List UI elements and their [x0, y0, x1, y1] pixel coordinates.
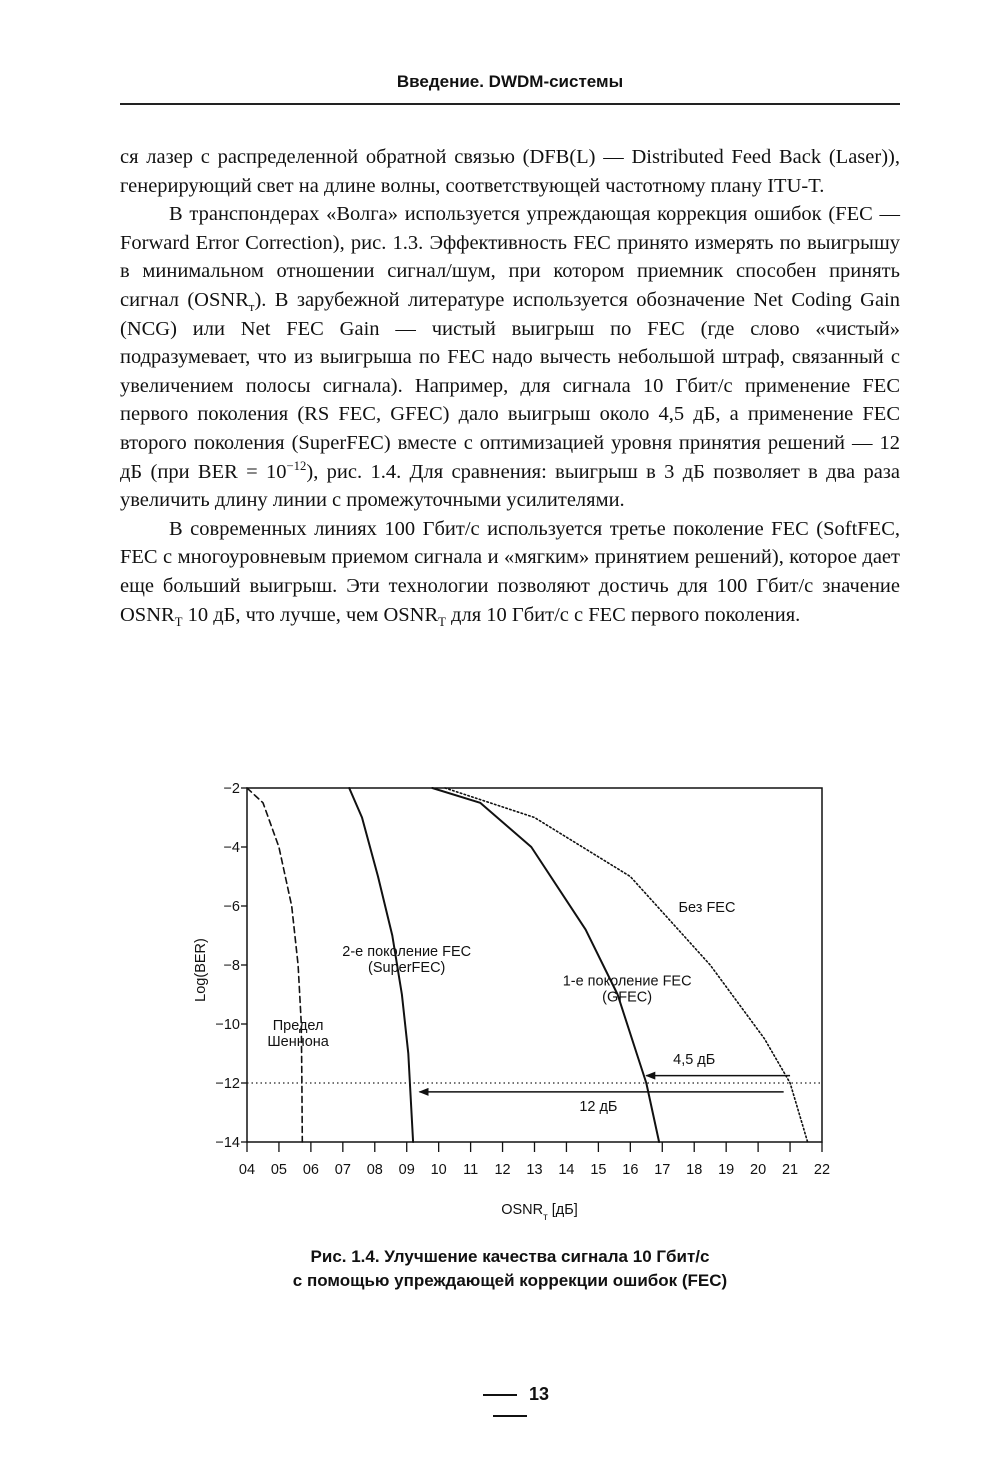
x-tick-label: 17: [654, 1162, 671, 1178]
y-tick-label: −6: [223, 899, 240, 915]
x-tick-label: 21: [781, 1162, 799, 1178]
series-line-1: [247, 788, 302, 1142]
x-tick-label: 05: [270, 1162, 288, 1178]
chart-annotation: (GFEC): [602, 989, 653, 1006]
paragraph-2-part-c: ), рис. 1.4. Для сравнения: выигрыш в 3 дБ позволяет в два раза увеличить длину линии с промежуточными усилителями.: [120, 460, 900, 512]
caption-line-2: с помощью упреждающей коррекции ошибок (FEC): [292, 1271, 728, 1290]
y-axis-title: Log(BER): [193, 938, 209, 1002]
x-axis-title-main: OSNR: [501, 1202, 544, 1218]
y-tick-label: −12: [215, 1076, 240, 1092]
chart-annotation: 4,5 дБ: [673, 1051, 716, 1068]
x-tick-label: 06: [302, 1162, 319, 1178]
osnr-subscript: Т: [438, 614, 446, 629]
paragraph-3-part-c: для 10 Гбит/с с FEC первого поколения.: [445, 603, 801, 626]
x-tick-label: 15: [590, 1162, 607, 1178]
chart-annotation: Предел: [272, 1017, 324, 1034]
x-tick-label: 20: [750, 1162, 767, 1178]
osnr-subscript: т: [248, 300, 255, 315]
x-axis-title-subscript: т: [543, 1211, 548, 1223]
chart-annotation: Без FEC: [678, 899, 736, 916]
x-tick-label: 11: [463, 1162, 479, 1178]
body-text: [120, 143, 900, 629]
osnr-subscript: Т: [174, 614, 183, 629]
paragraph-1: ся лазер с распределенной обратной связью (DFB(L) — Distributed Feed Back (Laser)), генерирующий свет на длине волны, соответствующей частотному плану ITU-T.: [120, 146, 900, 197]
y-tick-label: −4: [223, 840, 240, 856]
chart-annotation: 1-е поколение FEC: [562, 973, 692, 990]
caption-line-1: Рис. 1.4. Улучшение качества сигнала 10 Гбит/с: [310, 1247, 710, 1266]
y-tick-label: −10: [215, 1017, 240, 1033]
x-tick-label: 14: [558, 1162, 575, 1178]
paragraph-3-part-b: 10 дБ, что лучше, чем OSNR: [182, 603, 439, 626]
running-header: Введение. DWDM-системы: [396, 72, 624, 91]
x-tick-label: 10: [430, 1162, 447, 1178]
y-tick-label: −2: [223, 781, 240, 797]
series-line-3: [432, 788, 659, 1142]
x-tick-label: 19: [718, 1162, 735, 1178]
x-tick-label: 07: [334, 1162, 351, 1178]
ber-exponent: −12: [286, 458, 307, 473]
fec-figure: [170, 770, 850, 1230]
x-tick-label: 22: [813, 1162, 831, 1178]
page-number-dash: [493, 1415, 527, 1417]
x-tick-label: 09: [398, 1162, 415, 1178]
chart-annotation: 12 дБ: [579, 1099, 618, 1116]
figure-caption: [120, 1245, 900, 1293]
header-divider: [120, 103, 900, 105]
paragraph-3-part-a: В современных линиях 100 Гбит/с используется третье поколение FEC (SoftFEC, FEC с многоуровневым приемом сигнала и «мягким» принятием решений), которое дает еще больший выигрыш. Эти технологии позволяют достичь для 100 Гбит/с значение OSNR: [120, 517, 900, 626]
fec-chart: [170, 770, 850, 1230]
page-number: 13: [528, 1384, 550, 1404]
x-tick-label: 13: [526, 1162, 543, 1178]
paragraph-3: [120, 515, 900, 629]
y-tick-label: −14: [215, 1135, 240, 1151]
x-axis-title: [501, 1202, 578, 1223]
x-axis-title-unit: [дБ]: [551, 1202, 578, 1218]
x-tick-label: 04: [238, 1162, 256, 1178]
chart-annotation: Шеннона: [267, 1033, 329, 1050]
series-line-4: [445, 788, 807, 1142]
paragraph-2: [120, 200, 900, 515]
chart-annotation: (SuperFEC): [368, 960, 446, 977]
paragraph-2-part-b: ). В зарубежной литературе используется обозначение Net Coding Gain (NCG) или Net FEC Gain — чистый выигрыш по FEC (где слово «чистый» подразумевает, что из выигрыша по FEC надо вычесть небольшой штраф, связанный с увеличением полосы сигнала). Например, для сигнала 10 Гбит/с применение FEC первого поколения (RS FEC, GFEC) дало выигрыш около 4,5 дБ, а применение FEC второго поколения (SuperFEC) вместе с оптимизацией уровня принятия решений — 12 дБ (при BER = 10: [120, 288, 901, 483]
x-tick-label: 12: [494, 1162, 511, 1178]
x-tick-label: 08: [366, 1162, 383, 1178]
paragraph-2-part-a: В транспондерах «Волга» используется упреждающая коррекция ошибок (FEC — Forward Error Correction), рис. 1.3. Эффективность FEC принято измерять по выигрышу в минимальном отношении сигнал/шум, при котором приемник способен принять сигнал (OSNR: [120, 203, 900, 311]
plot-frame: [247, 788, 822, 1142]
page-number-dash: [483, 1394, 517, 1396]
page-number-block: [445, 1384, 575, 1426]
x-tick-label: 16: [622, 1162, 639, 1178]
chart-annotation: 2-е поколение FEC: [342, 944, 472, 961]
y-tick-label: −8: [223, 958, 240, 974]
x-tick-label: 18: [686, 1162, 703, 1178]
